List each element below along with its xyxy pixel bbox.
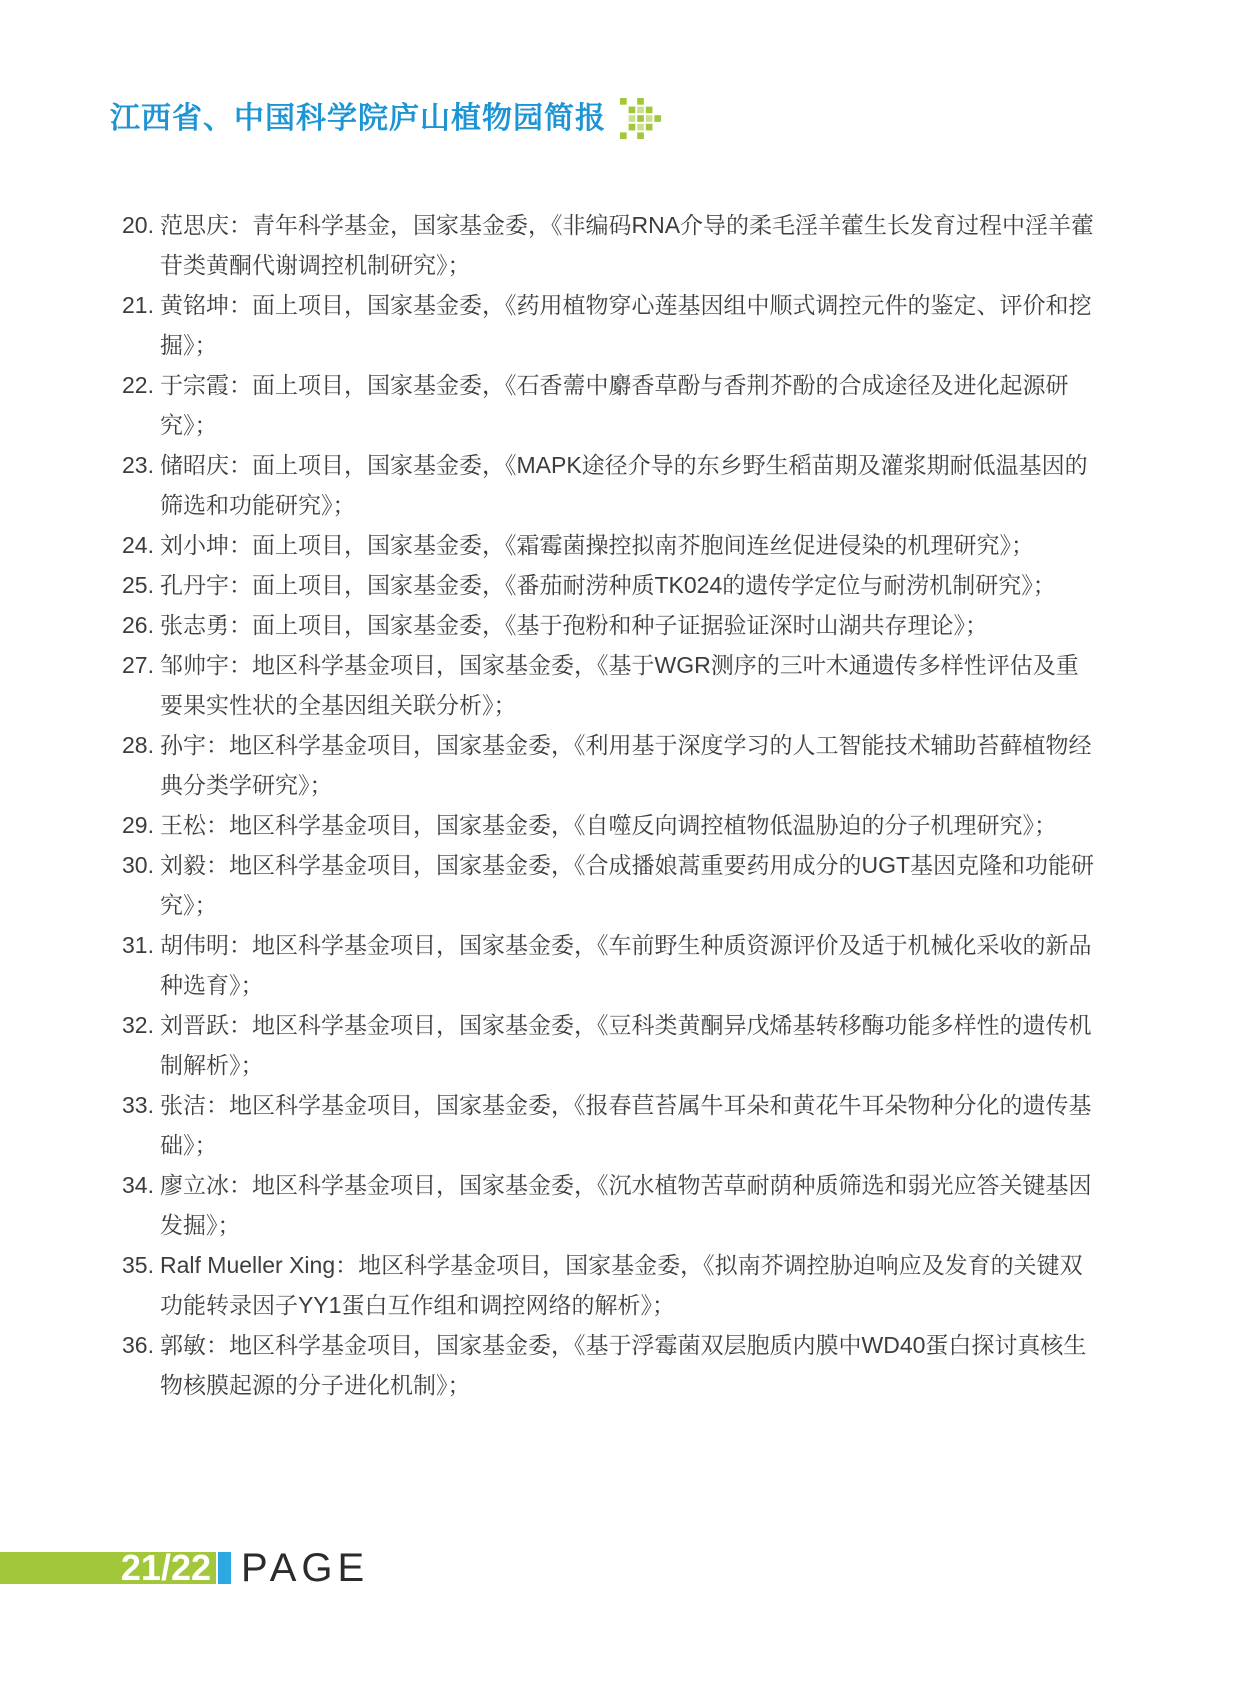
page-number-bar — [0, 1547, 216, 1588]
item-text: 孔丹宇：面上项目，国家基金委，《番茄耐涝种质TK024的遗传学定位与耐涝机制研究》； — [160, 572, 1056, 598]
item-number: 27. — [122, 652, 154, 678]
item-text: 邹帅宇：地区科学基金项目，国家基金委，《基于WGR测序的三叶木通遗传多样性评估及重要果实性状的全基因组关联分析》； — [160, 652, 1079, 718]
project-list-item — [122, 925, 1095, 1005]
footer — [0, 1546, 370, 1590]
item-number: 35. — [122, 1252, 154, 1278]
project-list — [122, 205, 1112, 1405]
page-label: PAGE — [241, 1546, 370, 1590]
project-list-item — [122, 805, 1095, 845]
item-text: 张志勇：面上项目，国家基金委，《基于孢粉和种子证据验证深时山湖共存理论》； — [160, 612, 988, 638]
item-number: 22. — [122, 372, 154, 398]
item-number: 25. — [122, 572, 154, 598]
item-number: 33. — [122, 1092, 154, 1118]
item-number: 21. — [122, 292, 154, 318]
item-text: 黄铭坤：面上项目，国家基金委，《药用植物穿心莲基因组中顺式调控元件的鉴定、评价和挖掘》； — [160, 292, 1092, 358]
page-title: 江西省、中国科学院庐山植物园简报 — [110, 102, 606, 135]
project-list-item — [122, 365, 1095, 445]
item-text: 刘小坤：面上项目，国家基金委，《霜霉菌操控拟南芥胞间连丝促进侵染的机理研究》； — [160, 532, 1034, 558]
item-text: 于宗霞：面上项目，国家基金委，《石香薷中麝香草酚与香荆芥酚的合成途径及进化起源研究》； — [160, 372, 1069, 438]
project-list-item — [122, 605, 1095, 645]
item-text: 范思庆：青年科学基金，国家基金委，《非编码RNA介导的柔毛淫羊藿生长发育过程中淫羊藿苷类黄酮代谢调控机制研究》； — [160, 212, 1095, 278]
item-number: 26. — [122, 612, 154, 638]
item-text: Ralf Mueller Xing：地区科学基金项目，国家基金委，《拟南芥调控胁迫响应及发育的关键双功能转录因子YY1蛋白互作组和调控网络的解析》； — [160, 1252, 1083, 1318]
item-text: 胡伟明：地区科学基金项目，国家基金委，《车前野生种质资源评价及适于机械化采收的新品种选育》； — [160, 932, 1092, 998]
project-list-item — [122, 845, 1095, 925]
blue-accent-block — [218, 1552, 231, 1584]
item-text: 刘晋跃：地区科学基金项目，国家基金委，《豆科类黄酮异戊烯基转移酶功能多样性的遗传机制解析》； — [160, 1012, 1092, 1078]
project-list-item — [122, 445, 1095, 525]
header — [110, 98, 662, 140]
item-number: 24. — [122, 532, 154, 558]
item-number: 29. — [122, 812, 154, 838]
project-list-item — [122, 1085, 1095, 1165]
item-number: 36. — [122, 1332, 154, 1358]
project-list-item — [122, 205, 1095, 285]
item-number: 28. — [122, 732, 154, 758]
item-number: 34. — [122, 1172, 154, 1198]
item-number: 32. — [122, 1012, 154, 1038]
item-text: 储昭庆：面上项目，国家基金委，《MAPK途径介导的东乡野生稻苗期及灌浆期耐低温基因的筛选和功能研究》； — [160, 452, 1088, 518]
item-number: 20. — [122, 212, 154, 238]
item-number: 31. — [122, 932, 154, 958]
project-list-item — [122, 285, 1095, 365]
item-number: 23. — [122, 452, 154, 478]
project-list-item — [122, 565, 1095, 605]
item-number: 30. — [122, 852, 154, 878]
project-list-item — [122, 1245, 1095, 1325]
project-list-item — [122, 645, 1095, 725]
project-list-item — [122, 1165, 1095, 1245]
item-text: 王松：地区科学基金项目，国家基金委，《自噬反向调控植物低温胁迫的分子机理研究》； — [160, 812, 1057, 838]
project-list-item — [122, 1325, 1095, 1405]
item-text: 刘毅：地区科学基金项目，国家基金委，《合成播娘蒿重要药用成分的UGT基因克隆和功能研究》； — [160, 852, 1095, 918]
project-list-item — [122, 525, 1095, 565]
item-text: 廖立冰：地区科学基金项目，国家基金委，《沉水植物苦草耐荫种质筛选和弱光应答关键基因发掘》； — [160, 1172, 1092, 1238]
item-text: 孙宇：地区科学基金项目，国家基金委，《利用基于深度学习的人工智能技术辅助苔藓植物经典分类学研究》； — [160, 732, 1092, 798]
double-chevron-icon — [620, 98, 662, 140]
project-list-item — [122, 1005, 1095, 1085]
project-list-item — [122, 725, 1095, 805]
item-text: 张洁：地区科学基金项目，国家基金委，《报春苣苔属牛耳朵和黄花牛耳朵物种分化的遗传基础》； — [160, 1092, 1092, 1158]
item-text: 郭敏：地区科学基金项目，国家基金委，《基于浮霉菌双层胞质内膜中WD40蛋白探讨真核生物核膜起源的分子进化机制》； — [160, 1332, 1087, 1398]
page-number: 21/22 — [120, 1547, 211, 1588]
